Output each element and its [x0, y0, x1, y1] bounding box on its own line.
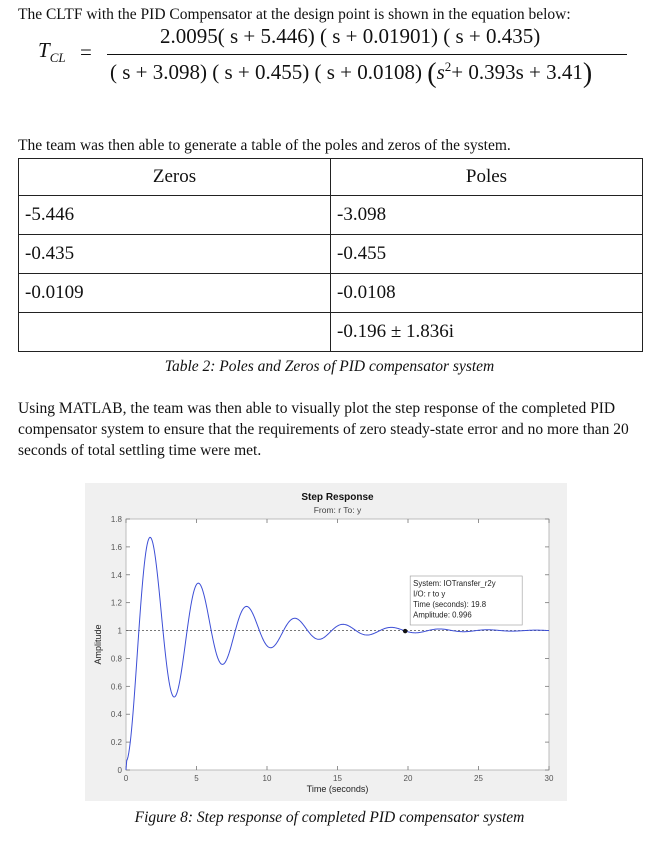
step-response-chart: [85, 483, 567, 801]
table-header-row: [19, 159, 643, 196]
datatip-line: System: IOTransfer_r2y: [413, 579, 496, 588]
equation-lhs-symbol: T: [38, 38, 50, 62]
x-tick-label: 5: [194, 774, 199, 783]
equation-open-paren: (: [427, 58, 437, 89]
step-response-figure: [85, 483, 567, 801]
table-row: [19, 196, 643, 235]
datatip-line: Time (seconds): 19.8: [413, 600, 487, 609]
table-row: [19, 274, 643, 313]
equation-close-paren: ): [582, 58, 593, 89]
equation-denominator: [110, 58, 592, 90]
zero-cell: [19, 313, 331, 352]
y-tick-label: 0.4: [110, 710, 122, 720]
equation-denominator-main: ( s + 3.098) ( s + 0.455) ( s + 0.0108): [110, 60, 423, 84]
y-tick-label: 1.6: [110, 542, 122, 552]
x-tick-label: 10: [262, 774, 272, 783]
equation-lhs: [38, 38, 66, 66]
table-row: [19, 235, 643, 274]
pole-cell: -0.0108: [331, 274, 643, 313]
equation-fraction-bar: [107, 54, 627, 55]
chart-subtitle: From: r To: y: [313, 505, 362, 515]
y-tick-label: 0.6: [110, 682, 122, 692]
pole-cell: -0.196 ± 1.836i: [331, 313, 643, 352]
equation-lhs-subscript: CL: [49, 50, 66, 66]
y-axis-label: Amplitude: [93, 624, 103, 665]
equation-quad-rest: + 0.393s + 3.41: [451, 60, 583, 84]
y-tick-label: 1.8: [110, 515, 122, 524]
pole-cell: -0.455: [331, 235, 643, 274]
table-row: [19, 313, 643, 352]
chart-title: Step Response: [301, 492, 374, 503]
y-tick-label: 1.2: [110, 598, 122, 608]
equation-numerator: 2.0095( s + 5.446) ( s + 0.01901) ( s + 0.435): [160, 24, 541, 48]
zero-cell: -0.0109: [19, 274, 331, 313]
datatip-marker: [403, 629, 407, 633]
poles-header: Poles: [331, 159, 643, 196]
x-tick-label: 30: [544, 774, 554, 783]
equation-quad-s: s: [436, 60, 445, 84]
x-tick-label: 25: [474, 774, 483, 783]
equation-equals: =: [80, 40, 92, 64]
datatip-line: I/O: r to y: [413, 589, 446, 599]
x-tick-label: 0: [123, 774, 129, 783]
datatip-line: Amplitude: 0.996: [413, 610, 472, 620]
x-tick-label: 20: [403, 774, 413, 783]
pole-cell: -3.098: [331, 196, 643, 235]
x-axis-label: Time (seconds): [306, 784, 369, 794]
body-paragraph: Using MATLAB, the team was then able to visually plot the step response of the completed PID compensator system to ensure that the requirements of zero steady-state error and no more than 20 seconds of total settling time were met.: [18, 400, 629, 459]
y-tick-label: 1.4: [110, 570, 122, 580]
figure-caption: Figure 8: Step response of completed PID compensator system: [134, 809, 525, 826]
plot-area: [126, 519, 549, 770]
zeros-header: Zeros: [19, 159, 331, 196]
zero-cell: -5.446: [19, 196, 331, 235]
y-tick-label: 1: [117, 626, 122, 636]
y-tick-label: 0: [117, 766, 122, 775]
table-caption: Table 2: Poles and Zeros of PID compensator system: [164, 358, 495, 375]
y-tick-label: 0.2: [110, 738, 122, 748]
zero-cell: -0.435: [19, 235, 331, 274]
y-tick-label: 0.8: [110, 654, 122, 664]
x-tick-label: 15: [333, 774, 342, 783]
intro-text: The CLTF with the PID Compensator at the design point is shown in the equation below:: [18, 6, 571, 23]
equation-quad-exponent: 2: [444, 59, 452, 74]
table-intro: The team was then able to generate a table of the poles and zeros of the system.: [18, 137, 511, 154]
poles-zeros-table: [18, 158, 643, 352]
